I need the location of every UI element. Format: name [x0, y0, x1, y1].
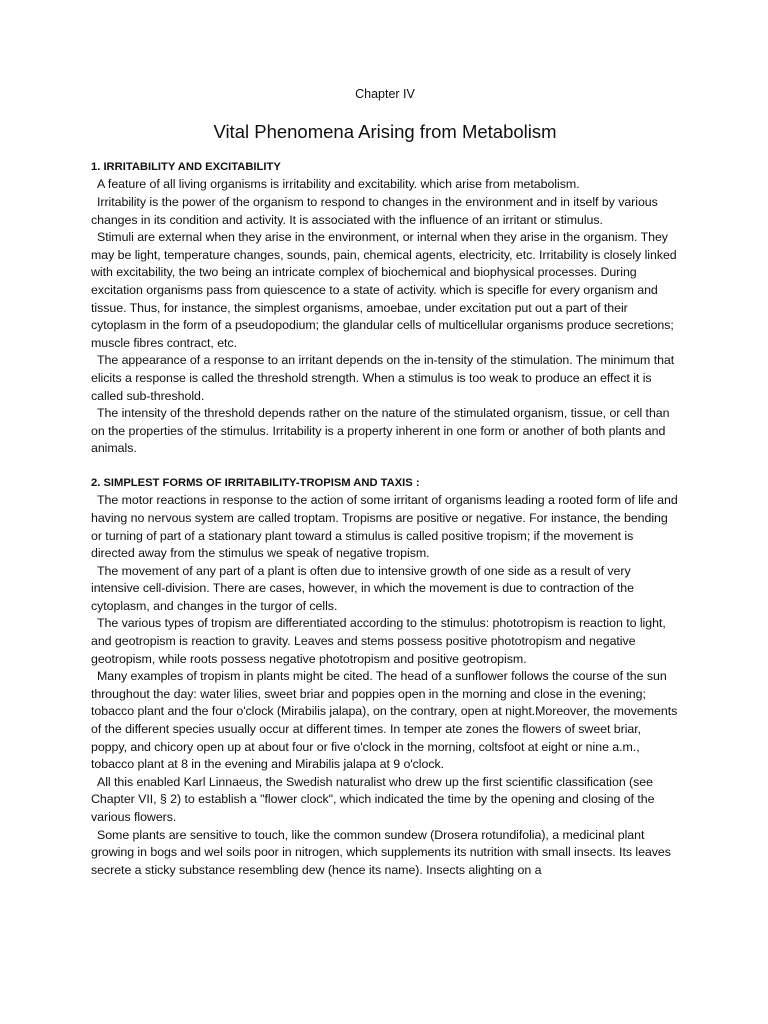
document-page: [91, 86, 679, 1016]
section-body-irritability: [91, 176, 679, 458]
paragraph: All this enabled Karl Linnaeus, the Swedish naturalist who drew up the first scientific classification (see Chapter VII, § 2) to establish a "flower clock", which indicated the time by the opening and closing of the various flowers.: [91, 774, 655, 824]
paragraph: Irritability is the power of the organism to respond to changes in the environment and in itself by various changes in its condition and activity. It is associated with the influence of an irritant or stimulus.: [91, 195, 658, 227]
paragraph: The various types of tropism are differentiated according to the stimulus: phototropism is reaction to light, and geotropism is reaction to gravity. Leaves and stems possess positive phototropism and negative geotropism, while roots possess negative phototropism and positive geotropism.: [91, 616, 666, 666]
paragraph: The movement of any part of a plant is often due to intensive growth of one side as a result of very intensive cell-division. There are cases, however, in which the movement is due to contraction of the cytoplasm, and changes in the turgor of cells.: [91, 563, 634, 613]
chapter-title: Vital Phenomena Arising from Metabolism: [213, 121, 557, 142]
section-body-tropism: [91, 492, 679, 879]
paragraph: The intensity of the threshold depends rather on the nature of the stimulated organism, tissue, or cell than on the properties of the stimulus. Irritability is a property inherent in one form or another of both plants and animals.: [91, 406, 670, 456]
paragraph: Stimuli are external when they arise in the environment, or internal when they arise in the organism. They may be light, temperature changes, sounds, pain, chemical agents, electricity, etc. Irritability is closely linked with excitability, the two being an intricate complex of biochemical and biophysical processes. During excitation organisms pass from quiescence to a state of activity. which is specifle for every organism and tissue. Thus, for instance, the simplest organisms, amoebae, under excitation put out a part of their cytoplasm in the form of a pseudopodium; the glandular cells of multicellular organisms produce secretions; muscle fibres contract, etc.: [91, 230, 677, 350]
paragraph: A feature of all living organisms is irritability and excitability. which arise from metabolism.: [97, 177, 580, 192]
section-heading-tropism: 2. SIMPLEST FORMS OF IRRITABILITY-TROPISM AND TAXIS :: [91, 476, 420, 489]
paragraph: Some plants are sensitive to touch, like the common sundew (Drosera rotundifolia), a medicinal plant growing in bogs and wel soils poor in nitrogen, which supplements its nutrition with small insects. Its leaves secrete a sticky substance resembling dew (hence its name). Insects alighting on a: [91, 827, 671, 877]
paragraph: The motor reactions in response to the action of some irritant of organisms leading a rooted form of life and having no nervous system are called troptam. Tropisms are positive or negative. For instance, the bending or turning of part of a stationary plant toward a stimulus is called positive tropism; if the movement is directed away from the stimulus we speak of negative tropism.: [91, 493, 678, 561]
section-heading-irritability: 1. IRRITABILITY AND EXCITABILITY: [91, 161, 281, 173]
paragraph: Many examples of tropism in plants might be cited. The head of a sunflower follows the course of the sun throughout the day: water lilies, sweet briar and poppies open in the morning and close in the evening; tobacco plant and the four o'clock (Mirabilis jalapa), on the contrary, open at night.Moreover, the movements of the different species usually occur at different times. In temper ate zones the flowers of sweet briar, poppy, and chicory open up at about four or five o'clock in the morning, coltsfoot at eight or nine a.m., tobacco plant at 8 in the evening and Mirabilis jalapa at 9 o'clock.: [91, 669, 678, 772]
chapter-label: Chapter IV: [355, 87, 415, 101]
paragraph: The appearance of a response to an irritant depends on the in-tensity of the stimulation. The minimum that elicits a response is called the threshold strength. When a stimulus is too weak to produce an effect it is called sub-threshold.: [91, 353, 675, 403]
